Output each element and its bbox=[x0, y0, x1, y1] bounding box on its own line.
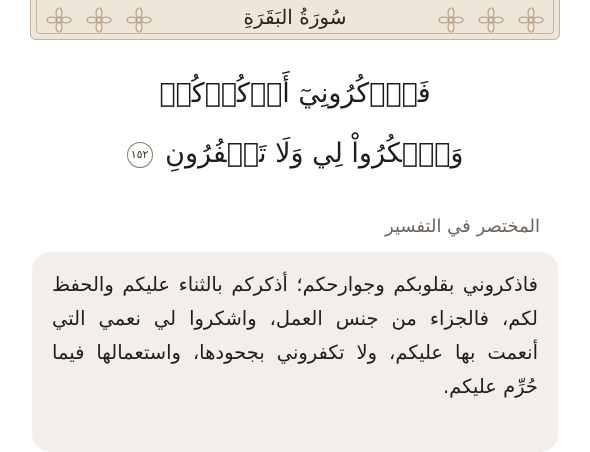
tafsir-text: فاذكروني بقلوبكم وجوارحكم؛ أذكركم بالثناء عليكم والحفظ لكم، فالجزاء من جنس العمل، واشكروا لي نعمي التي أنعمت بها عليكم، ولا تكفروني بجحودها، واستعمالها فيما حُرِّم عليكم. bbox=[52, 273, 538, 398]
surah-header bbox=[30, 0, 560, 40]
verse-line-2[interactable] bbox=[0, 138, 590, 169]
verse-line-1[interactable] bbox=[0, 78, 590, 109]
tafsir-source-label: المختصر في التفسير bbox=[385, 216, 540, 237]
floral-rosette-icon bbox=[437, 6, 465, 34]
ayah-number-icon bbox=[127, 142, 153, 168]
floral-rosette-icon bbox=[477, 6, 505, 34]
floral-rosette-icon bbox=[517, 6, 545, 34]
ayah-number: ١٥٢ bbox=[130, 147, 149, 161]
floral-rosette-icon bbox=[45, 6, 73, 34]
surah-title: سُورَةُ البَقَرَةِ bbox=[243, 4, 347, 29]
floral-rosette-icon bbox=[85, 6, 113, 34]
verse-text-line-2: وَٱشۡكُرُواْ لِي وَلَا تَكۡفُرُونِ bbox=[165, 138, 464, 169]
surah-title-cartouche bbox=[171, 0, 419, 33]
floral-rosette-icon bbox=[125, 6, 153, 34]
tafsir-card bbox=[32, 252, 558, 452]
verse-text-line-1: فَٱذۡكُرُونِيٓ أَذۡكُرۡكُمۡ bbox=[159, 78, 431, 109]
